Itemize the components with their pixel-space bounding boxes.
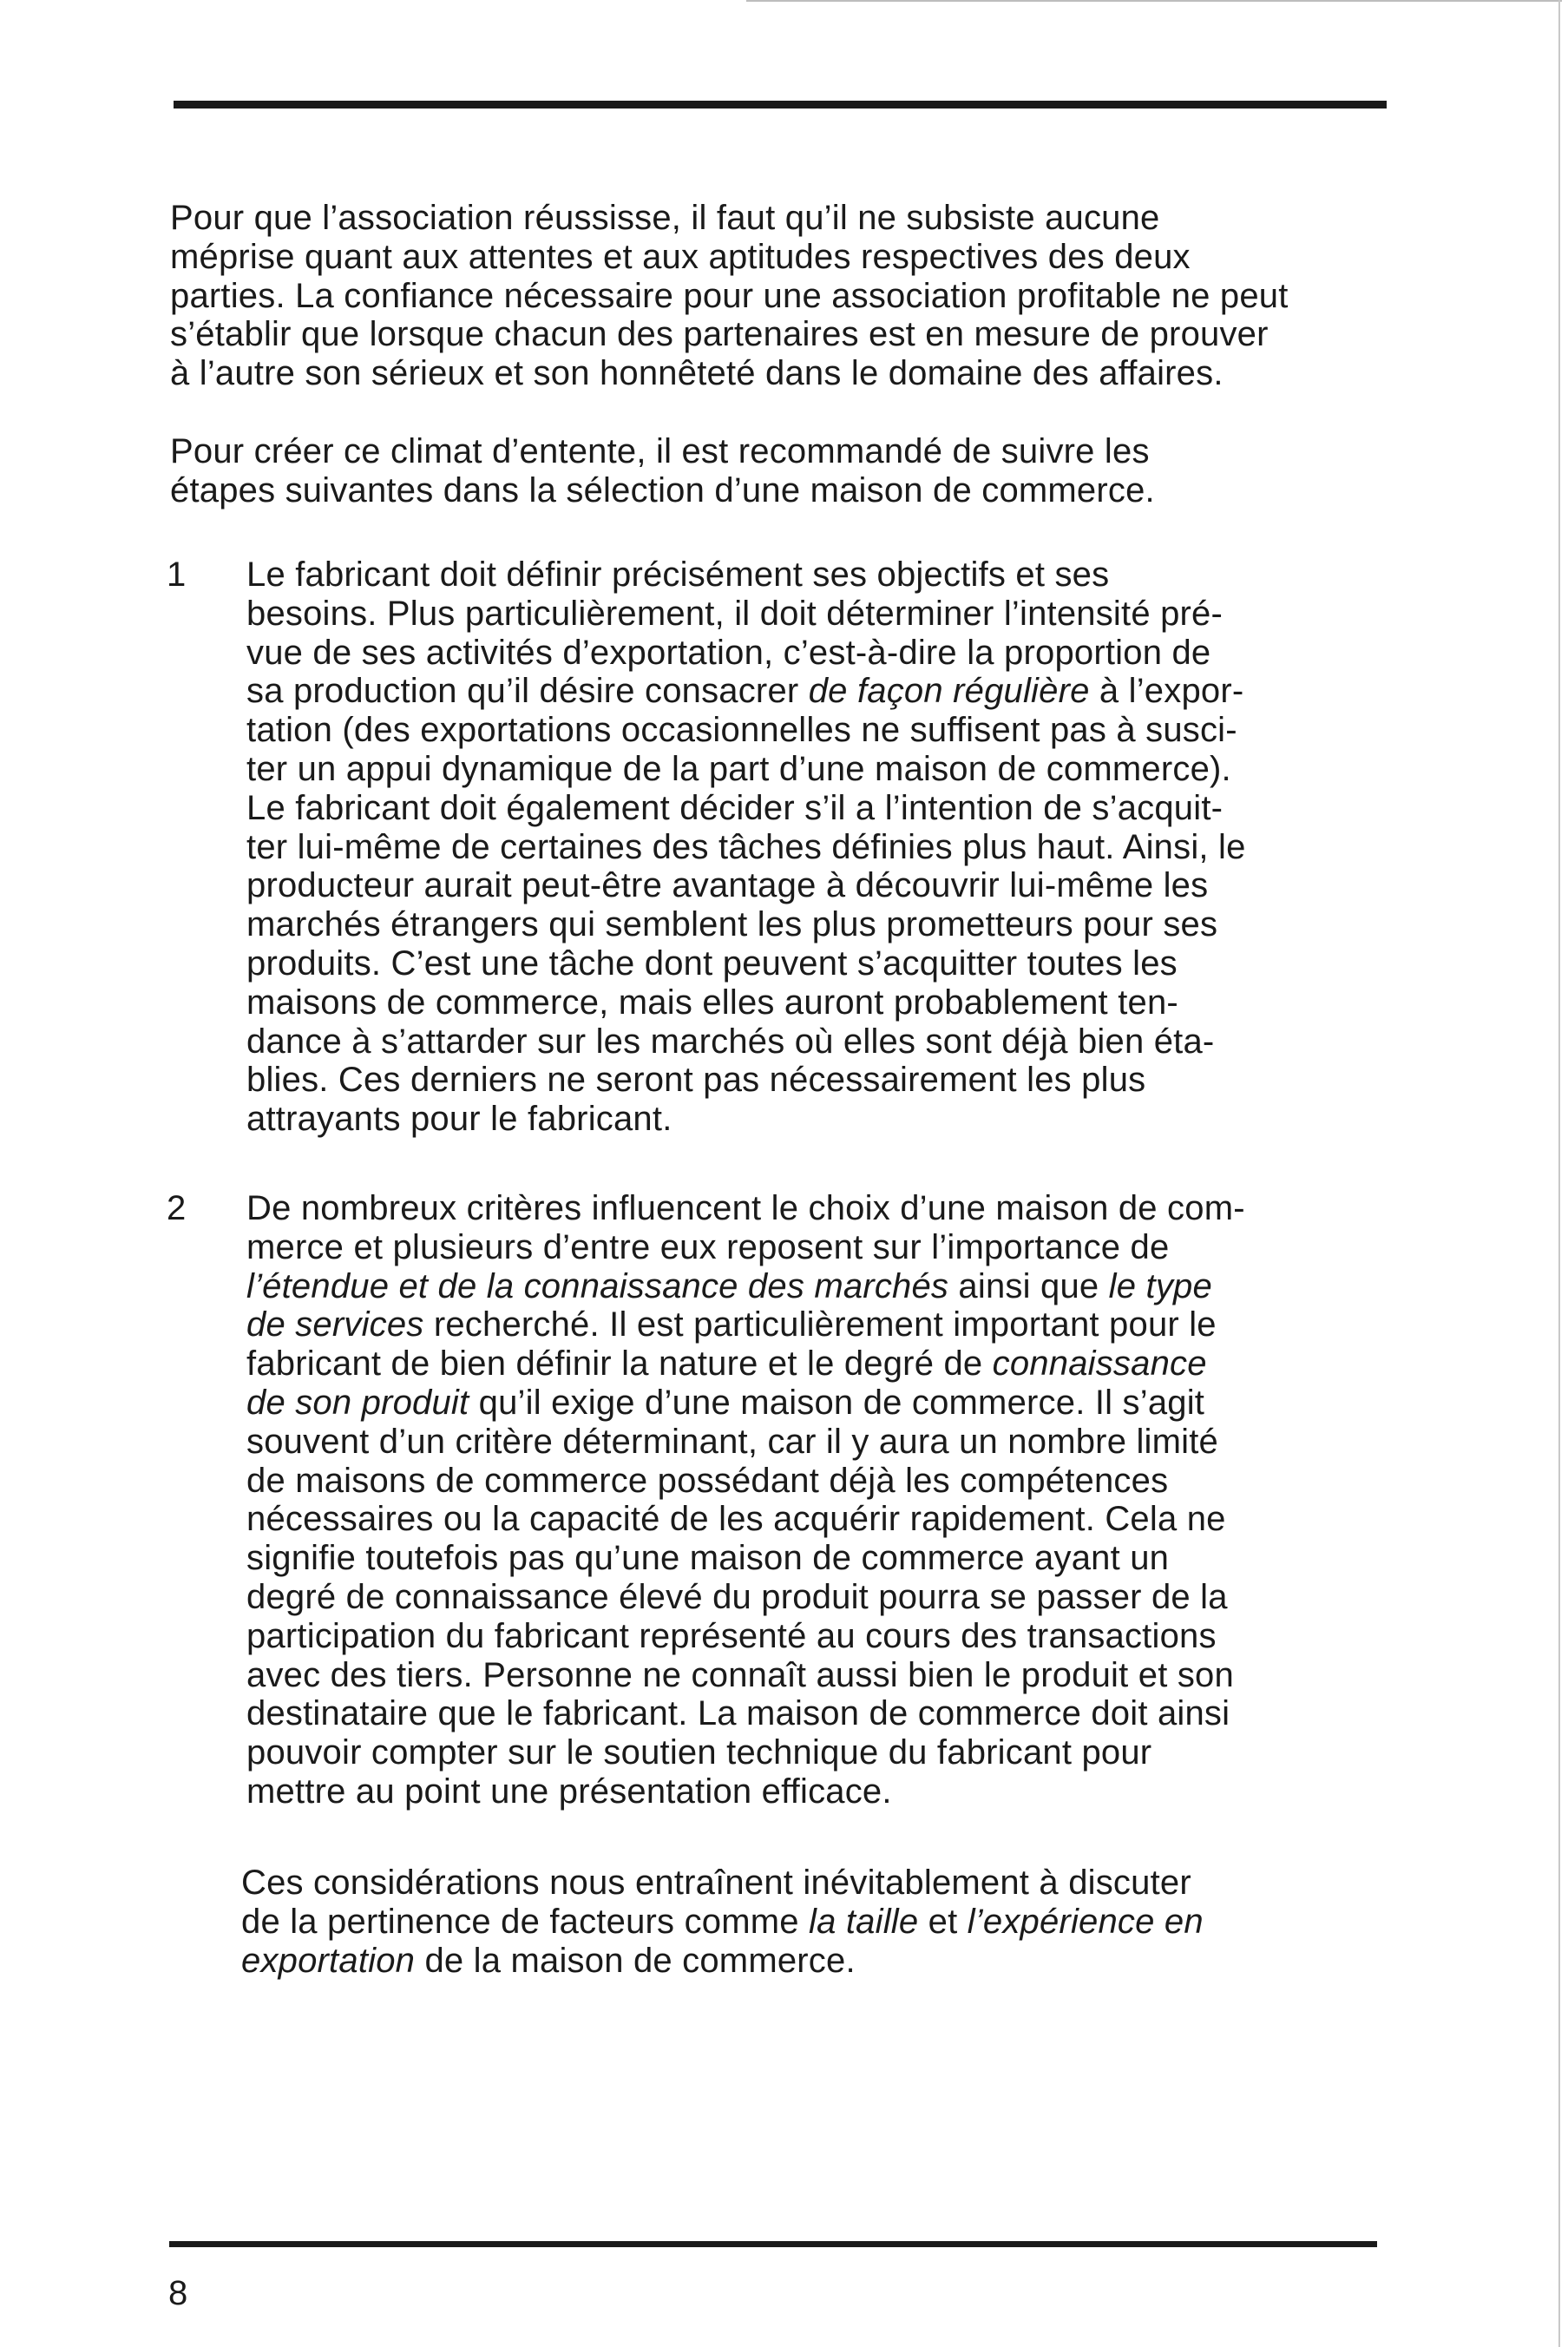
text-line xyxy=(246,1228,1383,1267)
text-line xyxy=(246,1578,1383,1617)
text-segment: avec des tiers. Personne ne connaît aussi bien le produit et son xyxy=(246,1655,1234,1694)
text-line xyxy=(241,1942,1387,1981)
text-line xyxy=(246,1100,1383,1139)
text-segment: qu’il exige d’une maison de commerce. Il s’agit xyxy=(469,1383,1205,1422)
text-segment: ter un appui dynamique de la part d’une maison de commerce). xyxy=(246,749,1231,788)
text-line xyxy=(246,789,1383,828)
text-segment: maisons de commerce, mais elles auront probablement ten- xyxy=(246,983,1178,1022)
italic-text: l’étendue et de la connaissance des marchés xyxy=(246,1266,949,1305)
text-line xyxy=(246,1305,1383,1344)
italic-text: de services xyxy=(246,1305,424,1344)
text-line: étapes suivantes dans la sélection d’une maison de commerce. xyxy=(170,470,1155,510)
text-segment: et xyxy=(918,1902,968,1941)
italic-text: exportation xyxy=(241,1941,416,1980)
text-line xyxy=(246,672,1383,711)
italic-text: l’expérience en xyxy=(967,1902,1204,1941)
italic-text: de façon régulière xyxy=(808,672,1090,711)
text-segment: attrayants pour le fabricant. xyxy=(246,1100,672,1139)
text-segment: sa production qu’il désire consacrer xyxy=(246,672,809,711)
text-segment: mettre au point une présentation efficace. xyxy=(246,1772,892,1811)
text-segment: fabricant de bien définir la nature et le degré de xyxy=(246,1344,993,1384)
text-line xyxy=(246,944,1383,983)
text-line xyxy=(246,1733,1383,1772)
text-line xyxy=(246,1539,1383,1578)
text-segment: merce et plusieurs d’entre eux reposent sur l’importance de xyxy=(246,1227,1170,1266)
text-line: à l’autre son sérieux et son honnêteté dans le domaine des affaires. xyxy=(170,354,1224,393)
text-segment: producteur aurait peut-être avantage à découvrir lui-même les xyxy=(246,866,1209,905)
text-segment: signifie toutefois pas qu’une maison de commerce ayant un xyxy=(246,1539,1170,1578)
text-line xyxy=(246,1694,1383,1733)
text-line xyxy=(246,983,1383,1022)
italic-text: la taille xyxy=(809,1902,919,1941)
italic-text: connaissance xyxy=(992,1344,1207,1384)
text-line xyxy=(246,1772,1383,1811)
text-line: parties. La confiance nécessaire pour une association profitable ne peut xyxy=(170,276,1289,315)
text-line xyxy=(246,1384,1383,1423)
text-line xyxy=(246,711,1383,750)
text-line xyxy=(246,1344,1383,1384)
paragraph-intro xyxy=(170,199,1385,393)
text-line xyxy=(246,1061,1383,1100)
text-line xyxy=(246,866,1383,905)
text-segment: vue de ses activités d’exportation, c’est-à-dire la proportion de xyxy=(246,633,1211,672)
text-segment: marchés étrangers qui semblent les plus prometteurs pour ses xyxy=(246,905,1218,944)
text-segment: destinataire que le fabricant. La maison de commerce doit ainsi xyxy=(246,1694,1230,1733)
text-line xyxy=(246,595,1383,634)
italic-text: le type xyxy=(1108,1266,1212,1305)
text-line xyxy=(246,828,1383,867)
header-rule xyxy=(174,101,1387,108)
text-segment: de la maison de commerce. xyxy=(415,1941,856,1980)
text-segment: tation (des exportations occasionnelles ne suffisent pas à susci- xyxy=(246,711,1237,750)
text-segment: nécessaires ou la capacité de les acquérir rapidement. Cela ne xyxy=(246,1500,1226,1539)
list-item-body xyxy=(246,556,1383,1139)
text-segment: degré de connaissance élevé du produit pourra se passer de la xyxy=(246,1577,1228,1616)
text-line xyxy=(241,1864,1387,1903)
text-line: s’établir que lorsque chacun des partenaires est en mesure de prouver xyxy=(170,315,1269,354)
paragraph-steps-intro xyxy=(170,432,1385,510)
text-segment: Ces considérations nous entraînent inévitablement à discuter xyxy=(241,1864,1191,1902)
text-line xyxy=(241,1903,1387,1942)
text-line xyxy=(246,1617,1383,1656)
text-line xyxy=(246,750,1383,789)
text-segment: participation du fabricant représenté au cours des transactions xyxy=(246,1616,1217,1655)
text-segment: besoins. Plus particulièrement, il doit déterminer l’intensité pré- xyxy=(246,594,1224,633)
text-line xyxy=(246,1022,1383,1062)
text-segment: de la pertinence de facteurs comme xyxy=(241,1902,810,1941)
text-line xyxy=(246,634,1383,673)
footer-rule xyxy=(169,2241,1377,2247)
text-segment: Le fabricant doit également décider s’il a l’intention de s’acquit- xyxy=(246,788,1224,827)
italic-text: de son produit xyxy=(246,1383,469,1422)
list-item-body xyxy=(246,1189,1383,1811)
text-segment: De nombreux critères influencent le choix d’une maison de com- xyxy=(246,1189,1245,1227)
scan-right-edge xyxy=(1558,0,1560,2347)
text-segment: souvent d’un critère déterminant, car il y aura un nombre limité xyxy=(246,1422,1218,1461)
text-line xyxy=(246,1267,1383,1306)
text-segment: recherché. Il est particulièrement important pour le xyxy=(423,1305,1217,1344)
text-segment: ainsi que xyxy=(948,1266,1109,1305)
text-segment: pouvoir compter sur le soutien technique du fabricant pour xyxy=(246,1733,1152,1772)
text-segment: ter lui-même de certaines des tâches définies plus haut. Ainsi, le xyxy=(246,827,1246,866)
text-line: méprise quant aux attentes et aux aptitudes respectives des deux xyxy=(170,237,1191,276)
text-segment: à l’expor- xyxy=(1089,672,1244,711)
text-line xyxy=(246,556,1383,595)
text-line: Pour créer ce climat d’entente, il est recommandé de suivre les xyxy=(170,432,1150,470)
list-item-number: 1 xyxy=(167,556,187,594)
text-line xyxy=(246,905,1383,944)
text-line xyxy=(246,1423,1383,1462)
text-segment: produits. C’est une tâche dont peuvent s’acquitter toutes les xyxy=(246,943,1178,983)
paragraph-closing xyxy=(241,1864,1387,1980)
text-line xyxy=(246,1462,1383,1501)
text-line xyxy=(246,1500,1383,1539)
list-item-number: 2 xyxy=(167,1189,187,1227)
text-segment: Le fabricant doit définir précisément ses objectifs et ses xyxy=(246,556,1110,594)
text-line xyxy=(246,1656,1383,1695)
text-segment: de maisons de commerce possédant déjà les compétences xyxy=(246,1461,1169,1500)
text-line: Pour que l’association réussisse, il faut qu’il ne subsiste aucune xyxy=(170,199,1160,237)
text-line xyxy=(246,1189,1383,1228)
text-segment: blies. Ces derniers ne seront pas nécessairement les plus xyxy=(246,1061,1146,1100)
scan-top-edge xyxy=(746,0,1562,2)
text-segment: dance à s’attarder sur les marchés où elles sont déjà bien éta- xyxy=(246,1022,1215,1061)
page-number: 8 xyxy=(168,2274,188,2312)
